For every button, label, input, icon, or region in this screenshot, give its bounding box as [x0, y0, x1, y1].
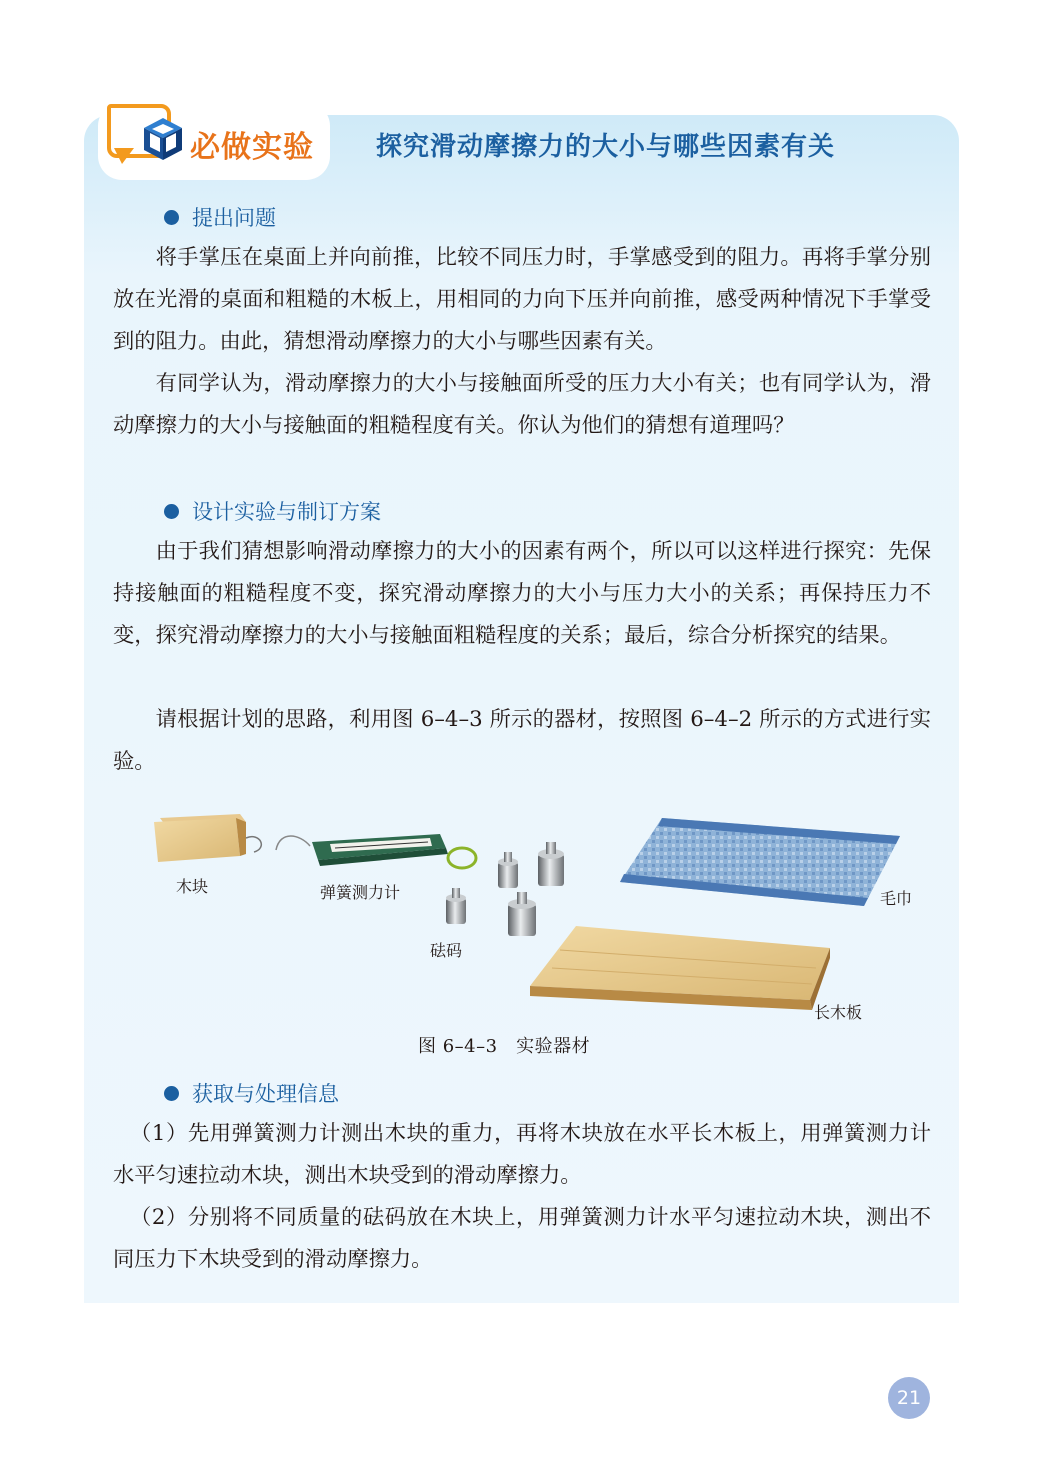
- label-towel: 毛巾: [880, 889, 913, 908]
- weights: [446, 842, 564, 936]
- label-board: 长木板: [814, 1003, 863, 1022]
- label-weights: 砝码: [430, 941, 463, 960]
- required-experiment-badge: [100, 104, 328, 178]
- paragraph: 请根据计划的思路，利用图 6–4–3 所示的器材，按照图 6–4–2 所示的方式进行实验。: [113, 707, 931, 774]
- heading-text: 设计实验与制订方案: [192, 500, 381, 524]
- paragraph: （1）先用弹簧测力计测出木块的重力，再将木块放在水平长木板上，用弹簧测力计水平匀速拉动木块，测出木块受到的滑动摩擦力。: [113, 1121, 931, 1188]
- heading-text: 获取与处理信息: [192, 1082, 339, 1106]
- label-spring-scale: 弹簧测力计: [320, 883, 401, 902]
- towel: [620, 818, 900, 906]
- long-board: [530, 926, 830, 1010]
- section-heading-collect-data: [164, 1078, 339, 1108]
- experiment-title: 探究滑动摩擦力的大小与哪些因素有关: [376, 132, 836, 162]
- equipment-illustration: [140, 800, 920, 1030]
- bullet-icon: [164, 1086, 179, 1101]
- section-heading-design-experiment: [164, 496, 381, 526]
- cube-icon: [142, 116, 184, 162]
- paragraph: 有同学认为，滑动摩擦力的大小与接触面所受的压力大小有关；也有同学认为，滑动摩擦力的大小与接触面的粗糙程度有关。你认为他们的猜想有道理吗？: [113, 371, 931, 438]
- badge-label: 必做实验: [190, 130, 314, 165]
- figure-caption: 图 6–4–3 实验器材: [418, 1036, 591, 1057]
- paragraph: （2）分别将不同质量的砝码放在木块上，用弹簧测力计水平匀速拉动木块，测出不同压力下木块受到的滑动摩擦力。: [113, 1205, 931, 1272]
- paragraph: 将手掌压在桌面上并向前推，比较不同压力时，手掌感受到的阻力。再将手掌分别放在光滑的桌面和粗糙的木板上，用相同的力向下压并向前推，感受两种情况下手掌受到的阻力。由此，猜想滑动摩擦力的大小与哪些因素有关。: [113, 245, 931, 354]
- heading-text: 提出问题: [192, 206, 276, 230]
- equipment-figure: [140, 800, 920, 1030]
- paragraph: 由于我们猜想影响滑动摩擦力的大小的因素有两个，所以可以这样进行探究：先保持接触面的粗糙程度不变，探究滑动摩擦力的大小与压力大小的关系；再保持压力不变，探究滑动摩擦力的大小与接触面粗糙程度的关系；最后，综合分析探究的结果。: [113, 539, 931, 648]
- speech-bubble-tail: [114, 148, 134, 164]
- page-number: 21: [888, 1377, 930, 1419]
- bullet-icon: [164, 504, 179, 519]
- section-heading-ask-question: [164, 202, 276, 232]
- bullet-icon: [164, 210, 179, 225]
- spring-scale: [276, 834, 476, 868]
- label-block: 木块: [176, 877, 209, 896]
- wooden-block: [154, 814, 261, 862]
